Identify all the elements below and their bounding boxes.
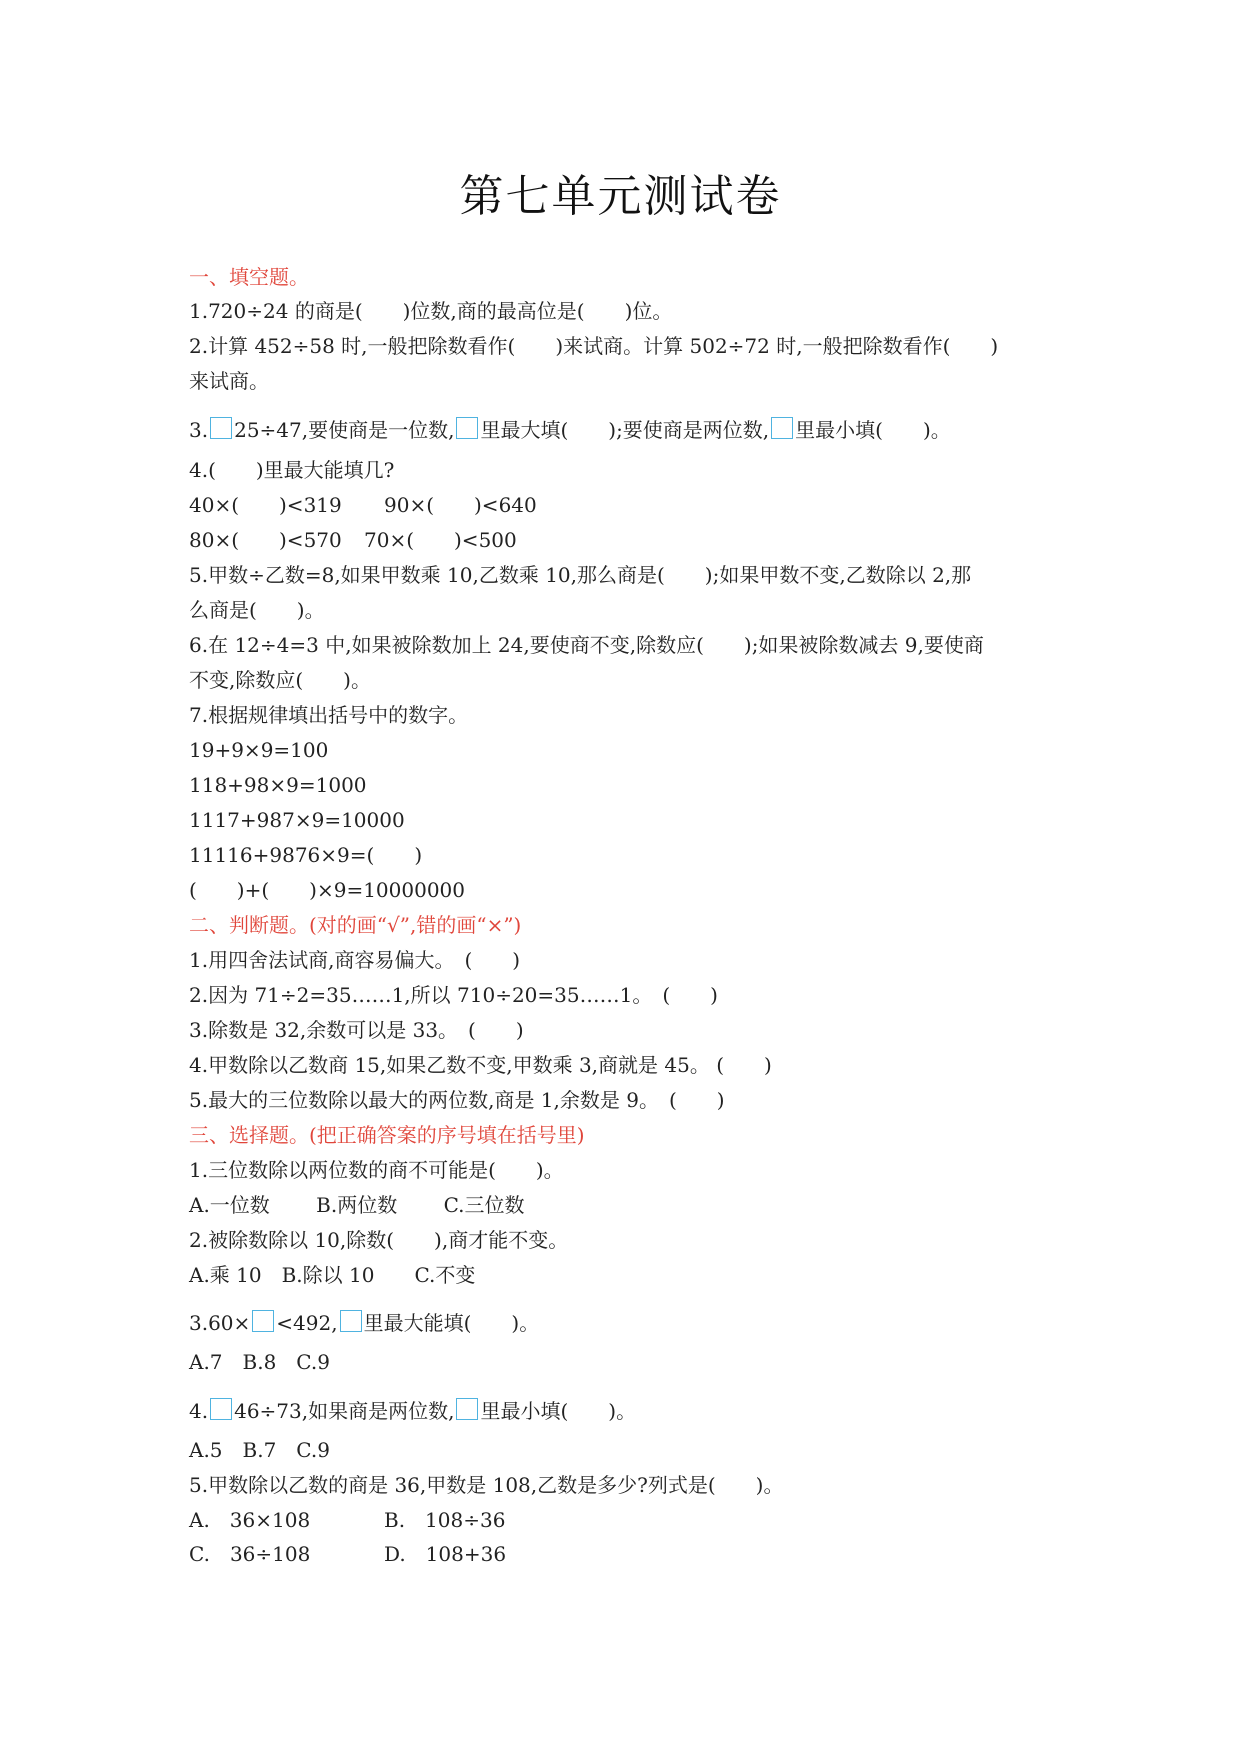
fill-question-7: 7.根据规律填出括号中的数字。 <box>189 703 469 727</box>
answer-box[interactable] <box>210 1398 232 1420</box>
judge-question-3: 3.除数是 32,余数可以是 33。 ( ) <box>189 1018 524 1042</box>
choice-question-5-option-c: C. 36÷108 <box>189 1542 311 1566</box>
fill-question-3-text-c: 里最小填( )。 <box>795 418 951 442</box>
judge-question-4: 4.甲数除以乙数商 15,如果乙数不变,甲数乘 3,商就是 45。 ( ) <box>189 1053 772 1077</box>
answer-box[interactable] <box>210 417 232 439</box>
answer-box-reference <box>340 1310 362 1332</box>
section-judge-heading: 二、判断题。(对的画“√”,错的画“×”) <box>189 913 522 937</box>
pattern-line-5: ( )+( )×9=10000000 <box>189 878 466 902</box>
choice-question-1: 1.三位数除以两位数的商不可能是( )。 <box>189 1158 564 1182</box>
choice-question-1-options: A.一位数 B.两位数 C.三位数 <box>189 1193 525 1217</box>
answer-box[interactable] <box>252 1310 274 1332</box>
pattern-line-2: 118+98×9=1000 <box>189 773 367 797</box>
pattern-line-4: 11116+9876×9=( ) <box>189 843 423 867</box>
section-fill-heading: 一、填空题。 <box>189 265 309 289</box>
fill-question-4: 4.( )里最大能填几? <box>189 458 395 482</box>
choice-question-4 <box>189 1397 636 1425</box>
judge-question-1: 1.用四舍法试商,商容易偏大。 ( ) <box>189 948 521 972</box>
judge-question-5: 5.最大的三位数除以最大的两位数,商是 1,余数是 9。 ( ) <box>189 1088 725 1112</box>
pattern-line-1: 19+9×9=100 <box>189 738 329 762</box>
choice-question-3-text-a: <492, <box>276 1311 338 1335</box>
choice-question-5-option-d: D. 108+36 <box>384 1542 507 1566</box>
choice-question-3-options: A.7 B.8 C.9 <box>189 1350 330 1374</box>
choice-question-3-text-pre: 3.60× <box>189 1311 251 1335</box>
fill-question-1: 1.720÷24 的商是( )位数,商的最高位是( )位。 <box>189 299 673 323</box>
fill-question-3 <box>189 416 951 444</box>
choice-question-4-text-b: 里最小填( )。 <box>480 1399 637 1423</box>
choice-question-4-text-a: 46÷73,如果商是两位数, <box>234 1399 455 1423</box>
choice-question-3 <box>189 1309 539 1337</box>
fill-question-4-row-2b: 70×( )<500 <box>364 528 517 552</box>
choice-question-5-option-b: B. 108÷36 <box>384 1508 506 1532</box>
fill-question-2-line-1: 2.计算 452÷58 时,一般把除数看作( )来试商。计算 502÷72 时,一般把除数看作( ) <box>189 334 999 358</box>
fill-question-3-text-b: 里最大填( );要使商是两位数, <box>480 418 770 442</box>
choice-question-2: 2.被除数除以 10,除数( ),商才能不变。 <box>189 1228 569 1252</box>
choice-question-2-options: A.乘 10 B.除以 10 C.不变 <box>189 1263 476 1287</box>
pattern-line-3: 1117+987×9=10000 <box>189 808 405 832</box>
answer-box-reference <box>456 1398 478 1420</box>
fill-question-5-line-2: 么商是( )。 <box>189 598 325 622</box>
choice-question-5: 5.甲数除以乙数的商是 36,甲数是 108,乙数是多少?列式是( )。 <box>189 1473 784 1497</box>
choice-question-5-option-a: A. 36×108 <box>189 1508 311 1532</box>
fill-question-2-line-2: 来试商。 <box>189 369 269 393</box>
choice-question-3-text-b: 里最大能填( )。 <box>363 1311 540 1335</box>
fill-question-6-line-2: 不变,除数应( )。 <box>189 668 371 692</box>
answer-box-reference <box>771 417 793 439</box>
section-choice-heading: 三、选择题。(把正确答案的序号填在括号里) <box>189 1123 585 1147</box>
fill-question-4-row-1b: 90×( )<640 <box>384 493 537 517</box>
page-title: 第七单元测试卷 <box>459 171 782 222</box>
judge-question-2: 2.因为 71÷2=35……1,所以 710÷20=35……1。 ( ) <box>189 983 718 1007</box>
choice-question-4-options: A.5 B.7 C.9 <box>189 1438 330 1462</box>
answer-box-reference <box>456 417 478 439</box>
fill-question-6-line-1: 6.在 12÷4=3 中,如果被除数加上 24,要使商不变,除数应( );如果被除数减去 9,要使商 <box>189 633 984 657</box>
fill-question-4-row-1a: 40×( )<319 <box>189 493 342 517</box>
fill-question-3-text-a: 25÷47,要使商是一位数, <box>234 418 455 442</box>
fill-question-5-line-1: 5.甲数÷乙数=8,如果甲数乘 10,乙数乘 10,那么商是( );如果甲数不变,乙数除以 2,那 <box>189 563 972 587</box>
fill-question-4-row-2a: 80×( )<570 <box>189 528 342 552</box>
fill-question-3-number: 3. <box>189 418 209 442</box>
choice-question-4-number: 4. <box>189 1399 209 1423</box>
